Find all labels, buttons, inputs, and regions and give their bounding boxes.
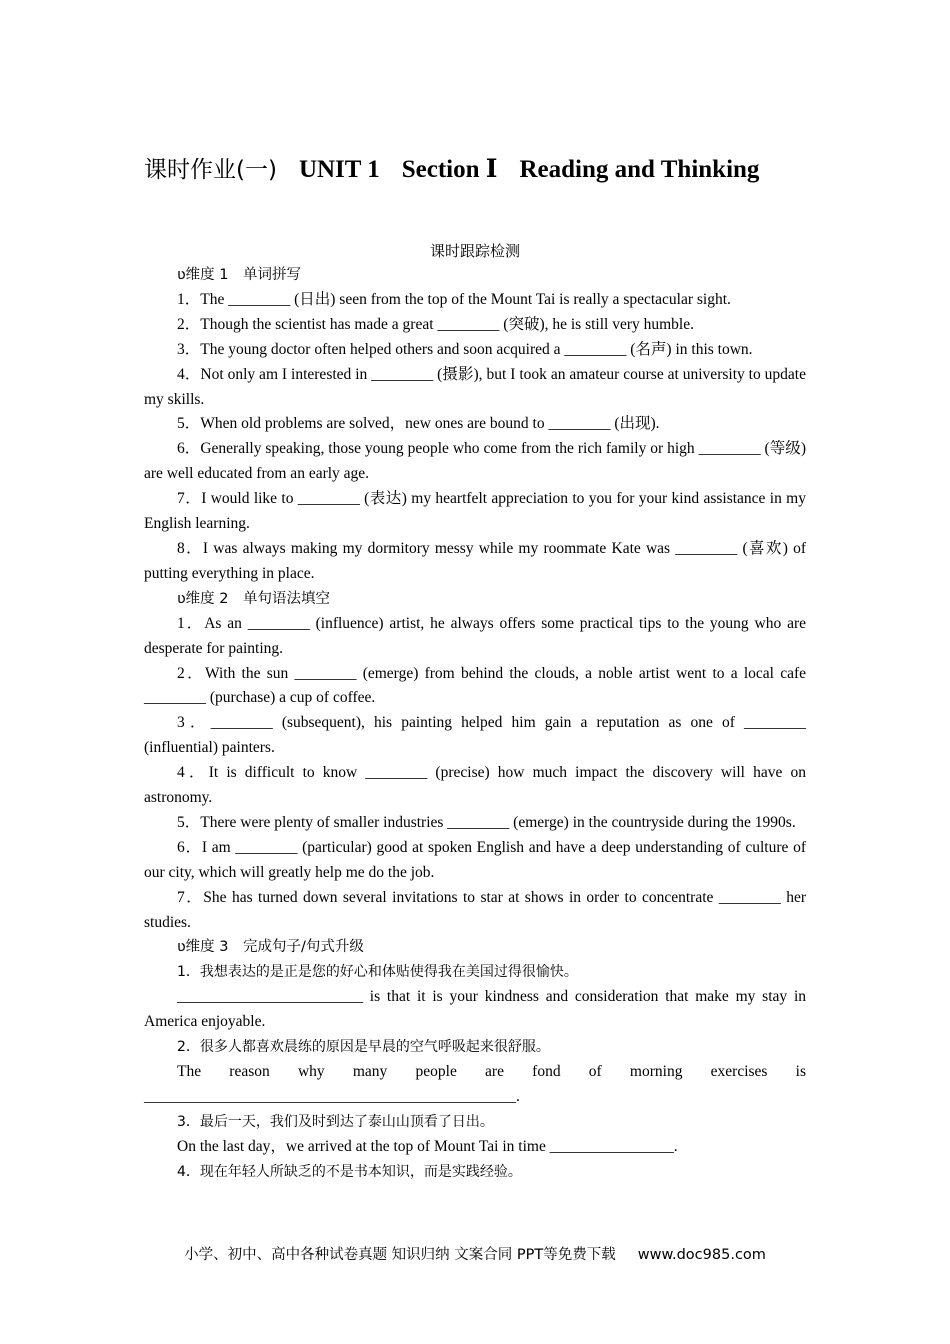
title-section: Section Ⅰ: [401, 156, 498, 183]
page-footer: [0, 1243, 950, 1267]
exercise-body: [144, 263, 806, 1185]
exercise-item: 4．Not only am I interested in ________ (摄影), but I took an amateur course at university to update my skills.: [144, 365, 806, 408]
title-cn: 课时作业(一): [144, 157, 277, 183]
exercise-item: 3．The young doctor often helped others and soon acquired a ________ (名声) in this town.: [177, 340, 753, 358]
exercise-item: 1．As an ________ (influence) artist, he always offers some practical tips to the young who are desperate for painting.: [144, 614, 806, 657]
exercise-item: 8．I was always making my dormitory messy while my roommate Kate was ________ (喜欢) of putting everything in place.: [144, 539, 806, 582]
translation-answer-line: The reason why many people are fond of morning exercises is ________________________________________________.: [144, 1063, 806, 1105]
exercise-item: 7．I would like to ________ (表达) my heartfelt appreciation to you for your kind assistance in my English learning.: [144, 490, 806, 533]
translation-prompt: 4．现在年轻人所缺乏的不是书本知识，而是实践经验。: [177, 1163, 522, 1180]
section-heading-3: ʋ维度 3 完成句子/句式升级: [177, 939, 364, 956]
exercise-item: 7．She has turned down several invitations to star at shows in order to concentrate ________ her studies.: [144, 888, 806, 931]
translation-answer-line: On the last day，we arrived at the top of Mount Tai in time ________________.: [177, 1137, 678, 1155]
translation-prompt: 3．最后一天，我们及时到达了泰山山顶看了日出。: [177, 1113, 494, 1130]
title-unit: UNIT 1: [298, 156, 380, 183]
footer-text: 小学、初中、高中各种试卷真题 知识归纳 文案合同 PPT等免费下载: [184, 1247, 616, 1263]
exercise-item: 2．Though the scientist has made a great ________ (突破), he is still very humble.: [177, 315, 694, 333]
exercise-item: 6．Generally speaking, those young people who come from the rich family or high ________ (等级) are well educated from an early age.: [144, 440, 806, 483]
exercise-item: 6．I am ________ (particular) good at spoken English and have a deep understanding of culture of our city, which will greatly help me do the job.: [144, 838, 806, 881]
exercise-item: 1．The ________ (日出) seen from the top of the Mount Tai is really a spectacular sight.: [177, 290, 731, 308]
footer-site: www.doc985.com: [637, 1247, 766, 1263]
section-heading-2: ʋ维度 2 单句语法填空: [177, 590, 331, 607]
translation-answer-line: ________________________ is that it is your kindness and consideration that make my stay in America enjoyable.: [144, 988, 806, 1031]
exercise-item: 5．There were plenty of smaller industries ________ (emerge) in the countryside during the 1990s.: [177, 813, 796, 831]
exercise-item: 3．________ (subsequent), his painting helped him gain a reputation as one of ________ (influential) painters.: [144, 714, 806, 757]
translation-prompt: 2．很多人都喜欢晨练的原因是早晨的空气呼吸起来很舒服。: [177, 1039, 550, 1056]
page-title: [144, 152, 806, 188]
section-heading-1: ʋ维度 1 单词拼写: [177, 267, 302, 283]
exercise-item: 4．It is difficult to know ________ (precise) how much impact the discovery will have on astronomy.: [144, 764, 806, 807]
translation-prompt: 1．我想表达的是正是您的好心和体贴使得我在美国过得很愉快。: [177, 964, 578, 981]
title-topic: Reading and Thinking: [519, 156, 760, 183]
exercise-item: 2．With the sun ________ (emerge) from behind the clouds, a noble artist went to a local cafe ________ (purchase) a cup of coffee.: [144, 664, 806, 707]
page-subtitle: 课时跟踪检测: [429, 242, 520, 260]
exercise-item: 5．When old problems are solved，new ones are bound to ________ (出现).: [177, 415, 660, 433]
